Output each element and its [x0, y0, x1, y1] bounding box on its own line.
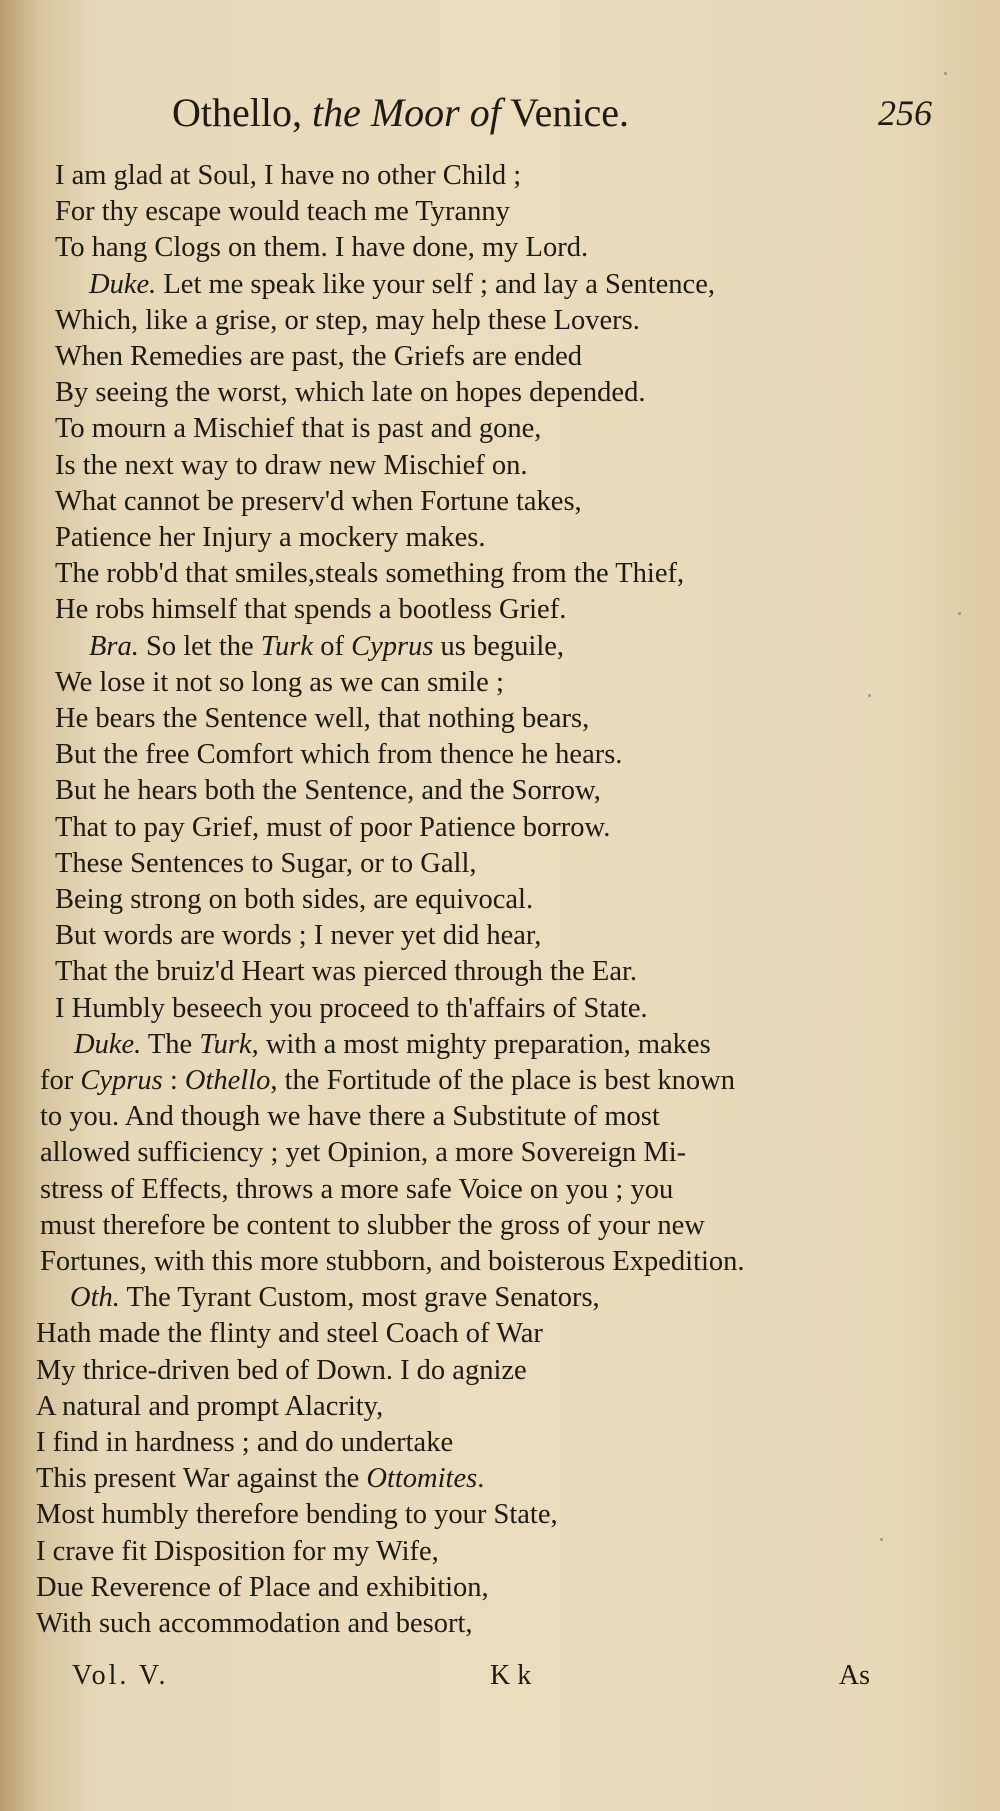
text-line: [55, 773, 915, 809]
text-line: [55, 846, 915, 882]
text-line: [40, 1208, 920, 1244]
line-text: This present War against the Ottomites.: [36, 1463, 485, 1495]
text-line: [36, 1280, 930, 1316]
title-italic: the Moor of: [311, 90, 501, 135]
text-line: [36, 1316, 896, 1352]
line-text: To mourn a Mischief that is past and gone,: [55, 413, 542, 445]
line-text: Due Reverence of Place and exhibition,: [36, 1571, 489, 1603]
line-text: He robs himself that spends a bootless Grief.: [55, 594, 567, 626]
volume-mark: Vol. V.: [72, 1660, 169, 1691]
line-text: Let me speak like your self ; and lay a Sentence,: [156, 268, 715, 300]
signature-mark: K k: [490, 1660, 532, 1691]
running-header: [172, 88, 932, 138]
text-line: [55, 411, 915, 447]
text-line: [55, 882, 915, 918]
line-text: My thrice-driven bed of Down. I do agnize: [36, 1354, 527, 1386]
line-text: When Remedies are past, the Griefs are ended: [55, 341, 583, 372]
line-text: to you. And though we have there a Substitute of most: [40, 1101, 660, 1133]
text-line: [36, 1389, 896, 1425]
text-line: [36, 1570, 896, 1606]
text-line: [36, 1534, 896, 1570]
text-line: [40, 1099, 920, 1135]
paper-speck: [944, 72, 947, 75]
line-text: That to pay Grief, must of poor Patience borrow.: [55, 811, 611, 843]
line-text: must therefore be content to slubber the gross of your new: [40, 1209, 705, 1241]
text-line: [40, 1027, 954, 1063]
line-text: A natural and prompt Alacrity,: [36, 1390, 384, 1422]
line-text: For thy escape would teach me Tyranny: [55, 196, 510, 228]
text-line: [55, 592, 915, 628]
line-text: Most humbly therefore bending to your State,: [36, 1499, 558, 1531]
line-text: Which, like a grise, or step, may help these Lovers.: [55, 304, 640, 336]
line-text: We lose it not so long as we can smile ;: [55, 666, 504, 698]
text-line: [55, 629, 949, 665]
line-text: By seeing the worst, which late on hopes depended.: [55, 377, 646, 409]
text-line: [55, 267, 949, 303]
text-line: [40, 1244, 920, 1280]
line-text: To hang Clogs on them. I have done, my Lord.: [55, 232, 589, 264]
text-line: [55, 158, 915, 194]
text-line: [55, 918, 915, 954]
text-line: [55, 484, 915, 520]
text-line: [40, 1063, 920, 1099]
text-line: [36, 1353, 896, 1389]
text-line: [55, 556, 915, 592]
title-roman-2: Venice.: [510, 90, 629, 135]
line-text: What cannot be preserv'd when Fortune takes,: [55, 485, 582, 517]
speaker-name: Bra.: [89, 630, 139, 662]
text-line: [55, 810, 915, 846]
line-text: I find in hardness ; and do undertake: [36, 1427, 454, 1458]
text-line: [40, 1135, 920, 1171]
text-line: [55, 665, 915, 701]
page-footer: [0, 1656, 1000, 1696]
paper-speck: [958, 612, 961, 615]
line-text: The Tyrant Custom, most grave Senators,: [119, 1282, 600, 1314]
line-text: allowed sufficiency ; yet Opinion, a more Sovereign Mi-: [40, 1137, 687, 1169]
title-roman: Othello,: [172, 90, 302, 135]
line-text: I am glad at Soul, I have no other Child ;: [55, 160, 522, 191]
text-line: [36, 1497, 896, 1533]
line-text: But words are words ; I never yet did hear,: [55, 920, 542, 952]
line-text: Fortunes, with this more stubborn, and boisterous Expedition.: [40, 1246, 745, 1277]
text-line: [55, 954, 915, 990]
line-text: I Humbly beseech you proceed to th'affairs of State.: [55, 992, 648, 1024]
line-text: The robb'd that smiles,steals something from the Thief,: [55, 558, 685, 590]
line-text: That the bruiz'd Heart was pierced through the Ear.: [55, 956, 638, 988]
text-line: [36, 1461, 896, 1497]
text-line: [40, 1172, 920, 1208]
text-line: [55, 448, 915, 484]
line-text: The Turk, with a most mighty preparation, makes: [141, 1028, 711, 1060]
text-line: [55, 339, 915, 375]
page-number: 256: [878, 93, 932, 133]
text-line: [55, 303, 915, 339]
line-text: Hath made the flinty and steel Coach of War: [36, 1318, 543, 1350]
line-text: He bears the Sentence well, that nothing bears,: [55, 703, 590, 734]
text-line: [55, 701, 915, 737]
text-line: [55, 520, 915, 556]
line-text: for Cyprus : Othello, the Fortitude of the place is best known: [40, 1065, 735, 1096]
text-line: [55, 230, 915, 266]
text-line: [55, 194, 915, 230]
line-text: These Sentences to Sugar, or to Gall,: [55, 847, 477, 879]
text-line: [55, 991, 915, 1027]
text-line: [36, 1425, 896, 1461]
line-text: With such accommodation and besort,: [36, 1608, 473, 1639]
line-text: stress of Effects, throws a more safe Voice on you ; you: [40, 1173, 674, 1205]
text-line: [55, 737, 915, 773]
text-line: [55, 375, 915, 411]
paper-speck: [880, 1538, 883, 1541]
running-title: [172, 88, 629, 138]
line-text: I crave fit Disposition for my Wife,: [36, 1535, 439, 1567]
text-line: [36, 1606, 896, 1642]
speaker-name: Duke.: [74, 1028, 142, 1060]
line-text: But the free Comfort which from thence he hears.: [55, 739, 623, 771]
line-text: Patience her Injury a mockery makes.: [55, 522, 486, 553]
speaker-name: Oth.: [70, 1282, 120, 1314]
line-text: But he hears both the Sentence, and the Sorrow,: [55, 775, 601, 807]
line-text: So let the Turk of Cyprus us beguile,: [138, 630, 565, 662]
speaker-name: Duke.: [89, 268, 157, 300]
catchword: As: [838, 1660, 870, 1691]
line-text: Being strong on both sides, are equivocal.: [55, 884, 534, 915]
line-text: Is the next way to draw new Mischief on.: [55, 449, 528, 481]
paper-speck: [868, 694, 871, 697]
